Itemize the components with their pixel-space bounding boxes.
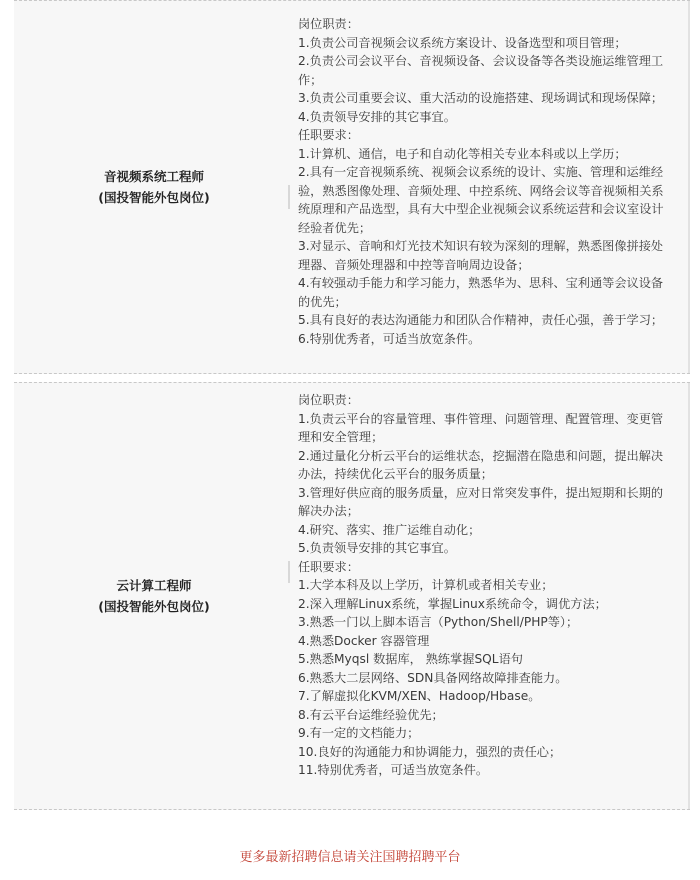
description-line: 2.负责公司会议平台、音视频设备、会议设备等各类设施运维管理工 (298, 54, 664, 68)
job-row-cloud-engineer (14, 382, 690, 810)
description-line: 1.计算机、通信，电子和自动化等相关专业本科或以上学历； (298, 146, 627, 161)
column-divider (288, 561, 290, 583)
description-line: 8.有云平台运维经验优先； (298, 707, 444, 722)
description-line: 10.良好的沟通能力和协调能力，强烈的责任心； (298, 744, 562, 759)
description-line: 1.负责云平台的容量管理、事件管理、问题管理、配置管理、变更管 (298, 411, 664, 426)
description-line: 1.大学本科及以上学历，计算机或者相关专业； (298, 578, 554, 592)
job-title: 云计算工程师 (116, 578, 192, 593)
description-line: 4.负责领导安排的其它事宜。 (298, 109, 456, 124)
description-line: 4.研究、落实、推广运维自动化； (298, 522, 481, 537)
description-line: 6.特别优秀者，可适当放宽条件。 (298, 331, 481, 346)
job-title-cell (14, 383, 294, 809)
description-line: 作； (298, 72, 323, 87)
description-line: 5.熟悉Myqsl 数据库， 熟练掌握SQL语句 (298, 652, 523, 666)
scroll-edge (688, 1, 690, 373)
job-row-av-engineer (14, 0, 690, 374)
job-table (14, 0, 690, 810)
job-subtitle: (国投智能外包岗位) (98, 599, 210, 614)
description-line: 3.负责公司重要会议、重大活动的设施搭建、现场调试和现场保障； (298, 91, 664, 105)
job-description (294, 1, 686, 373)
description-line: 5.具有良好的表达沟通能力和团队合作精神，责任心强，善于学习； (298, 313, 664, 327)
description-line: 4.有较强动手能力和学习能力，熟悉华为、思科、宝利通等会议设备 (298, 276, 664, 290)
description-line: 理器、音频处理器和中控等音响周边设备； (298, 257, 530, 272)
description-line: 的优先； (298, 294, 347, 309)
job-description (294, 383, 686, 809)
description-line: 岗位职责： (298, 393, 359, 407)
scroll-edge (688, 383, 690, 809)
description-line: 3.对显示、音响和灯光技术知识有较为深刻的理解，熟悉图像拼接处 (298, 239, 664, 253)
footer-promo-link[interactable]: 更多最新招聘信息请关注国聘招聘平台 (239, 850, 461, 865)
job-title: 音视频系统工程师 (103, 169, 204, 184)
description-line: 2.具有一定音视频系统、视频会议系统的设计、实施、管理和运维经 (298, 165, 664, 179)
column-divider (288, 185, 290, 209)
description-line: 11.特别优秀者，可适当放宽条件。 (298, 763, 489, 777)
description-line: 解决办法； (298, 504, 359, 518)
description-line: 任职要求： (298, 559, 359, 574)
description-line: 3.熟悉一门以上脚本语言（Python/Shell/PHP等）； (298, 615, 579, 629)
job-title-cell (14, 1, 294, 373)
description-line: 统原理和产品选型，具有大中型企业视频会议系统运营和会议室设计 (298, 202, 664, 216)
job-subtitle: (国投智能外包岗位) (98, 190, 210, 205)
description-line: 9.有一定的文档能力； (298, 726, 420, 740)
description-line: 理和安全管理； (298, 430, 384, 444)
description-line: 6.熟悉大二层网络、SDN具备网络故障排查能力。 (298, 670, 568, 685)
description-line: 7.了解虚拟化KVM/XEN、Hadoop/Hbase。 (298, 689, 541, 703)
description-line: 1.负责公司音视频会议系统方案设计、设备选型和项目管理； (298, 35, 627, 50)
description-line: 任职要求： (298, 128, 359, 142)
description-line: 岗位职责： (298, 17, 359, 31)
description-line: 4.熟悉Docker 容器管理 (298, 633, 430, 648)
description-line: 2.深入理解Linux系统，掌握Linux系统命令，调优方法； (298, 596, 607, 611)
description-line: 3.管理好供应商的服务质量，应对日常突发事件，提出短期和长期的 (298, 485, 664, 500)
description-line: 2.通过量化分析云平台的运维状态，挖掘潜在隐患和问题，提出解决 (298, 448, 664, 463)
description-line: 办法，持续优化云平台的服务质量； (298, 467, 493, 481)
description-line: 5.负责领导安排的其它事宜。 (298, 541, 456, 555)
description-line: 验，熟悉图像处理、音频处理、中控系统、网络会议等音视频相关系 (298, 183, 664, 198)
description-line: 经验者优先； (298, 220, 372, 235)
